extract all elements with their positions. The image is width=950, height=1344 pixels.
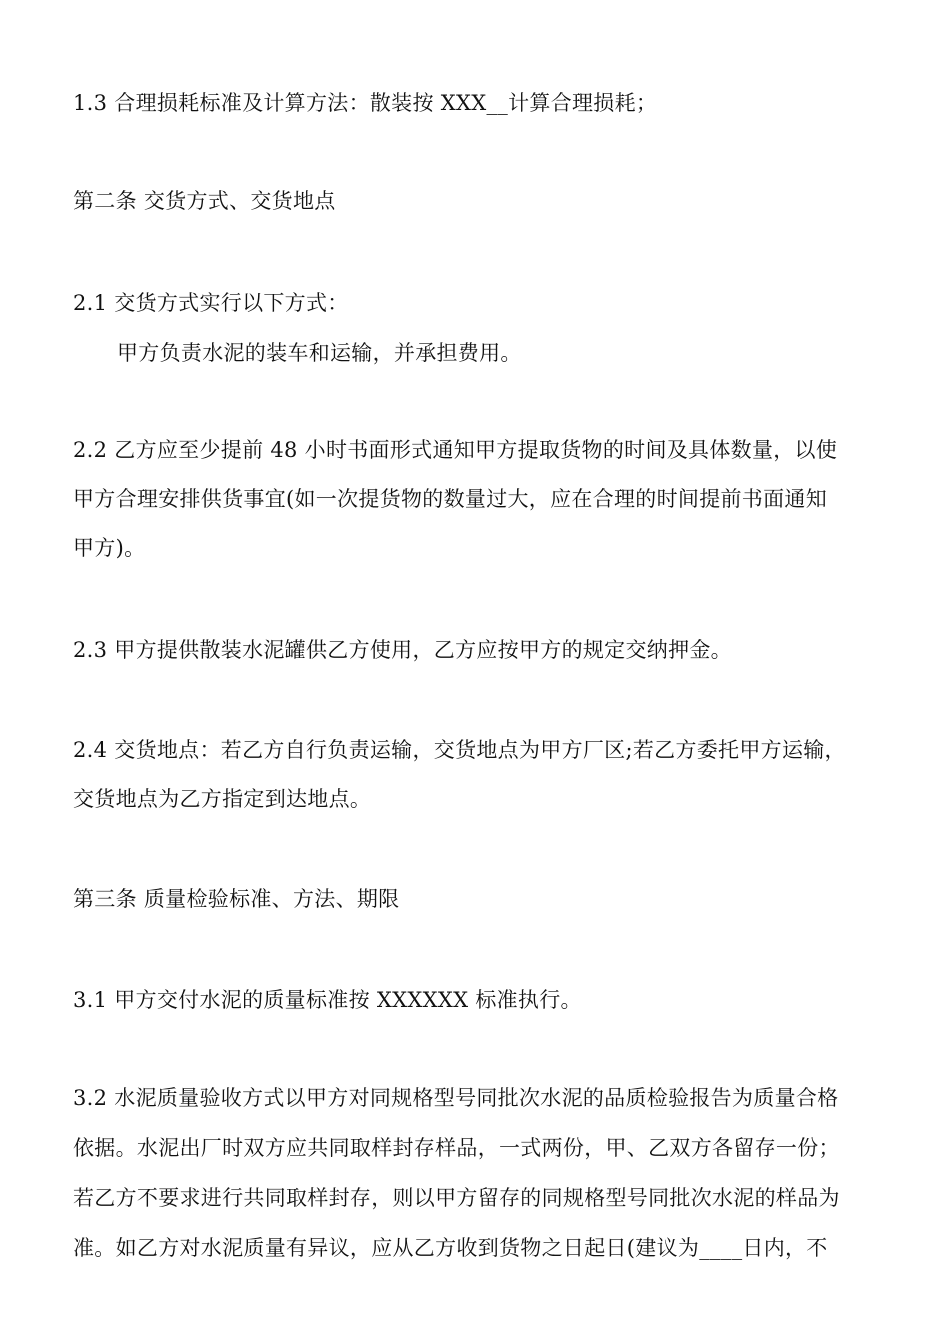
article-2-heading: 第二条 交货方式、交货地点 <box>73 189 336 213</box>
clause-3-2-line-1: 3.2 水泥质量验收方式以甲方对同规格型号同批次水泥的品质检验报告为质量合格 <box>73 1086 839 1110</box>
clause-3-1: 3.1 甲方交付水泥的质量标准按 XXXXXX 标准执行。 <box>73 988 582 1012</box>
article-3-heading: 第三条 质量检验标准、方法、期限 <box>73 887 400 911</box>
clause-2-3: 2.3 甲方提供散装水泥罐供乙方使用，乙方应按甲方的规定交纳押金。 <box>73 638 732 662</box>
clause-2-2-line-1: 2.2 乙方应至少提前 48 小时书面形式通知甲方提取货物的时间及具体数量，以使 <box>73 438 838 462</box>
clause-2-1: 2.1 交货方式实行以下方式： <box>73 291 349 315</box>
clause-3-2-line-3: 若乙方不要求进行共同取样封存，则以甲方留存的同规格型号同批次水泥的样品为 <box>73 1186 840 1210</box>
clause-2-2-line-2: 甲方合理安排供货事宜(如一次提货物的数量过大，应在合理的时间提前书面通知 <box>73 487 827 511</box>
clause-1-3: 1.3 合理损耗标准及计算方法：散装按 XXX__计算合理损耗； <box>73 91 658 115</box>
clause-2-1-detail: 甲方负责水泥的装车和运输，并承担费用。 <box>117 341 522 365</box>
clause-2-4-line-2: 交货地点为乙方指定到达地点。 <box>73 787 372 811</box>
clause-3-2-line-4: 准。如乙方对水泥质量有异议，应从乙方收到货物之日起日(建议为____日内，不 <box>73 1236 828 1260</box>
clause-2-2-line-3: 甲方)。 <box>73 536 146 560</box>
clause-3-2-line-2: 依据。水泥出厂时双方应共同取样封存样品，一式两份，甲、乙双方各留存一份； <box>73 1136 840 1160</box>
clause-2-4-line-1: 2.4 交货地点：若乙方自行负责运输，交货地点为甲方厂区;若乙方委托甲方运输， <box>73 738 846 762</box>
